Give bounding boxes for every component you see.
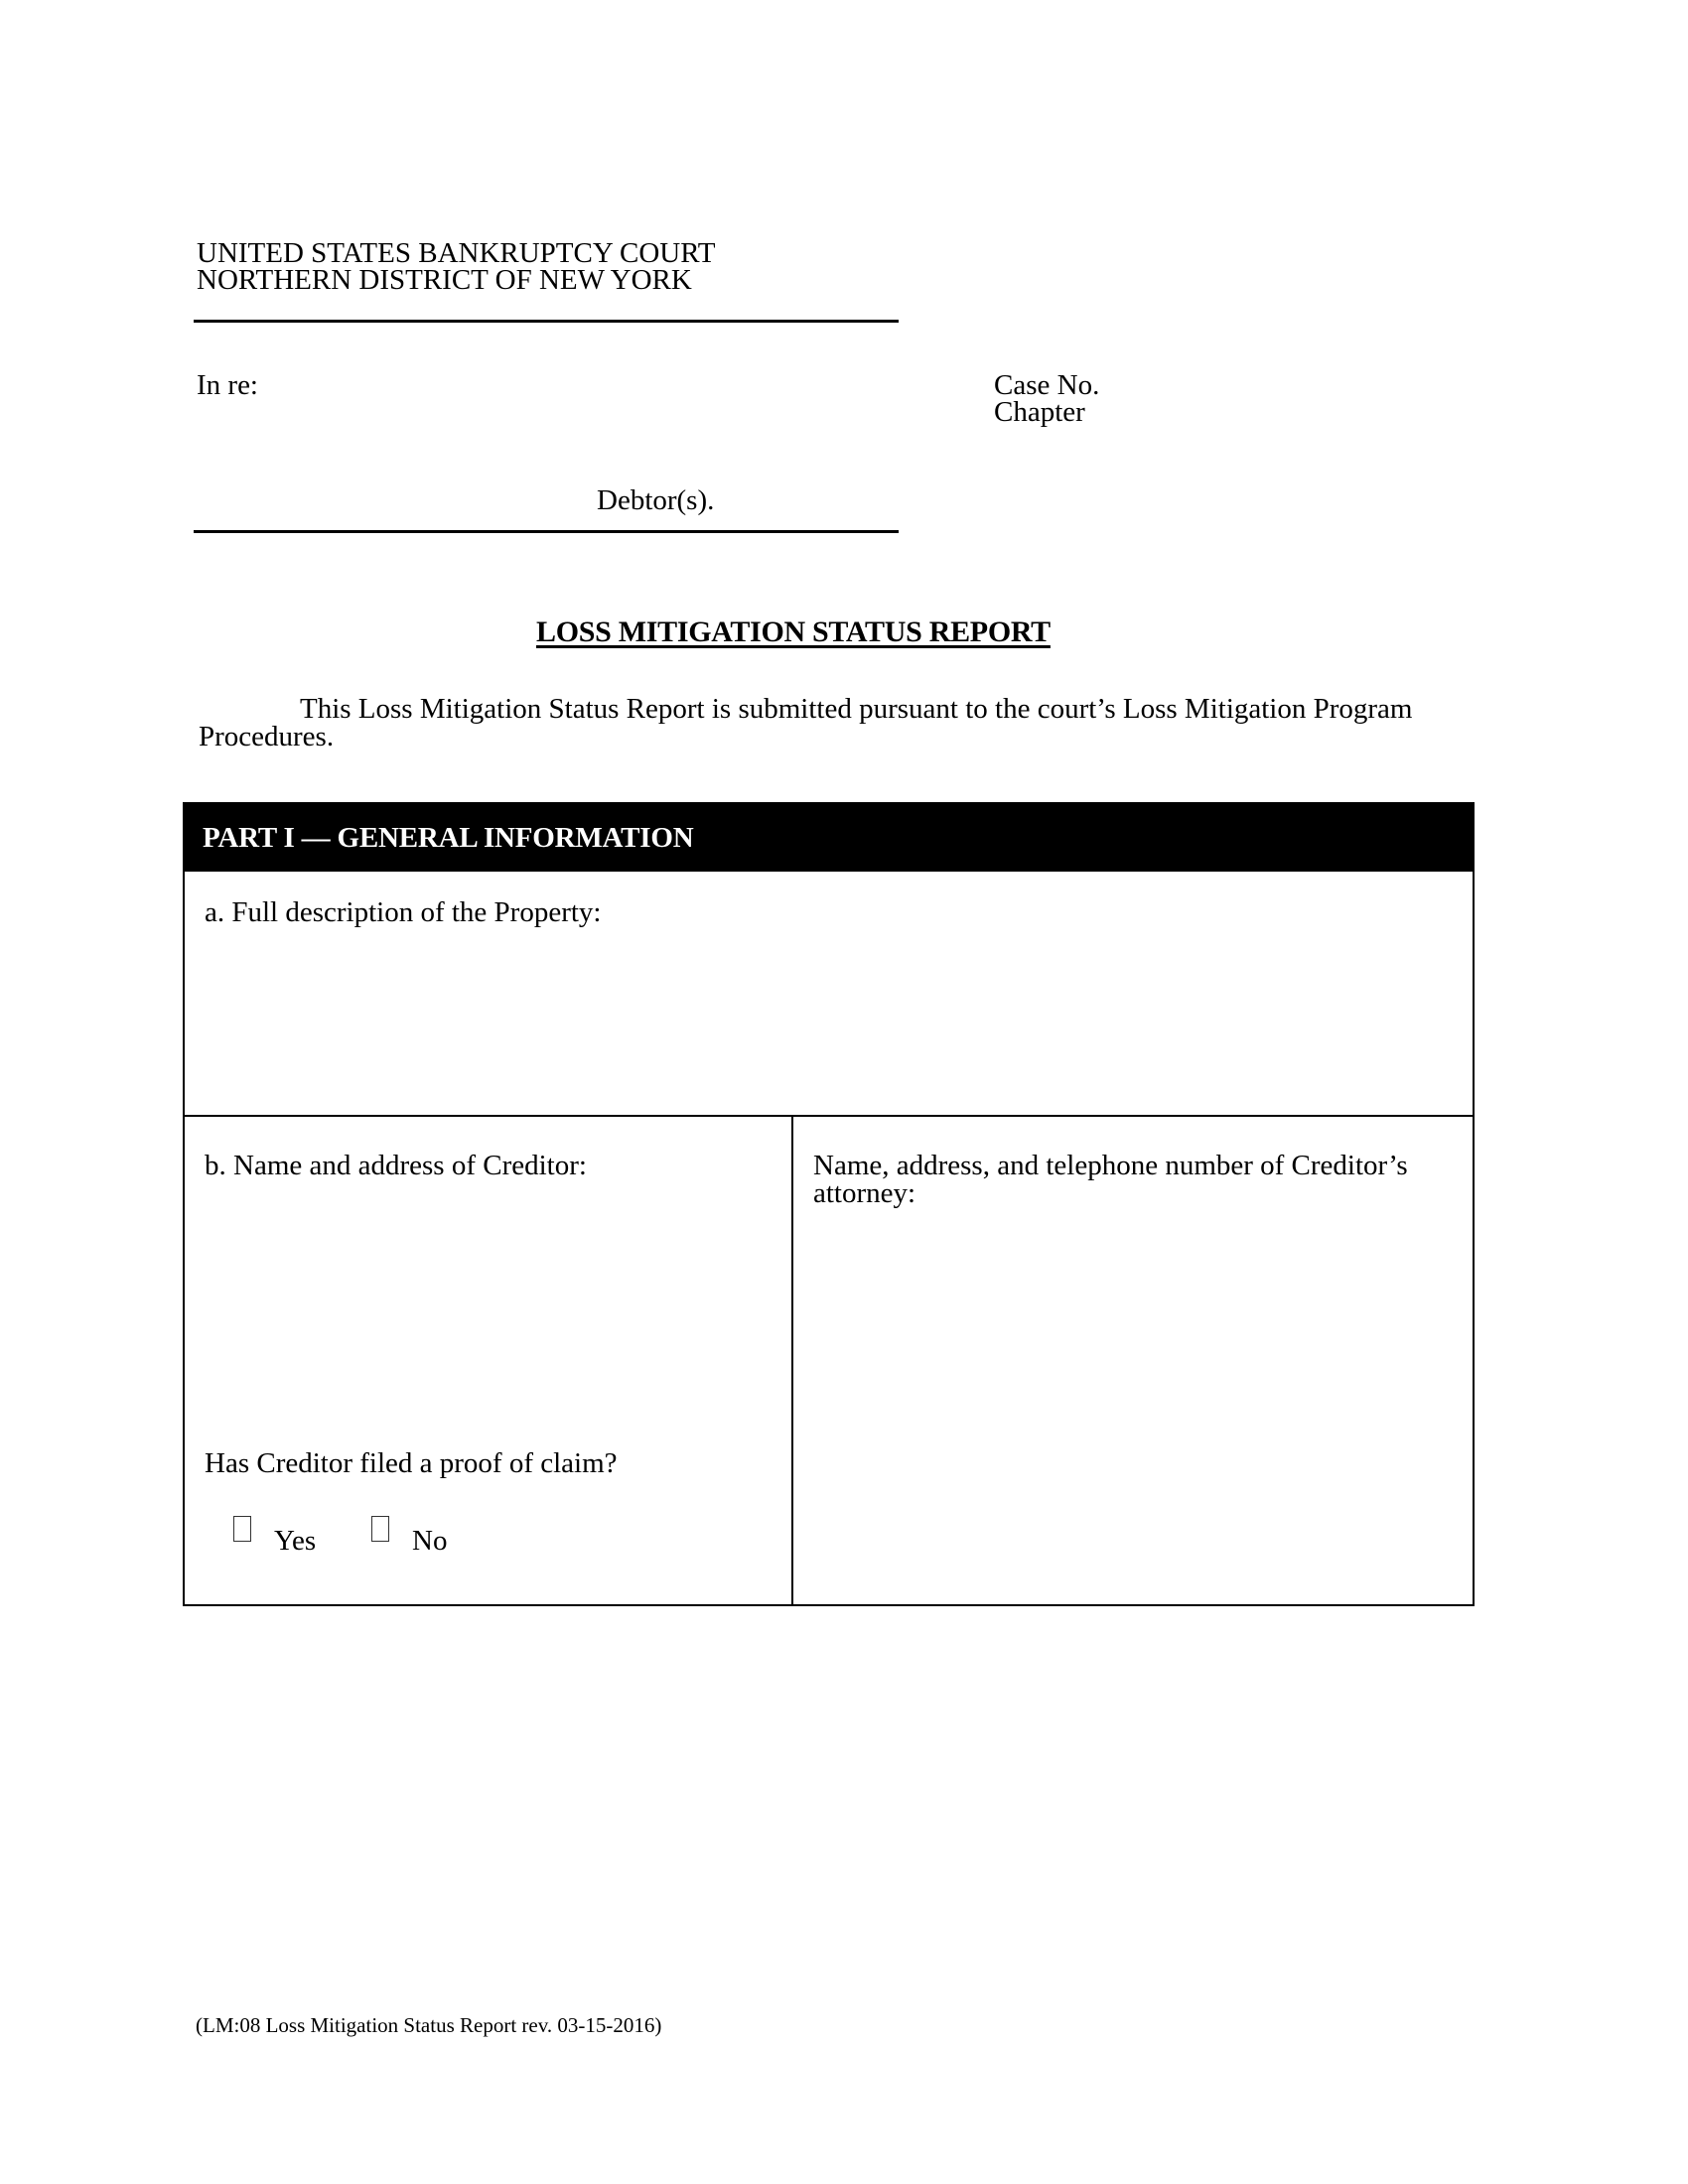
proof-of-claim-yes-label: Yes bbox=[274, 1525, 317, 1557]
attorney-label-line2: attorney: bbox=[813, 1177, 916, 1209]
proof-of-claim-question: Has Creditor filed a proof of claim? bbox=[205, 1447, 618, 1479]
proof-of-claim-yes-checkbox[interactable] bbox=[233, 1516, 251, 1542]
court-header bbox=[197, 237, 716, 296]
document-title: LOSS MITIGATION STATUS REPORT bbox=[536, 615, 1051, 648]
part1-heading: PART I — GENERAL INFORMATION bbox=[203, 822, 694, 854]
intro-text: This Loss Mitigation Status Report is submitted pursuant to the court’s Loss Mitigation Program Procedures. bbox=[199, 693, 1413, 752]
creditor-name-address-label: b. Name and address of Creditor: bbox=[205, 1150, 587, 1181]
court-district: NORTHERN DISTRICT OF NEW YORK bbox=[197, 264, 692, 296]
attorney-info-field[interactable] bbox=[793, 1216, 1473, 1604]
court-name: UNITED STATES BANKRUPTCY COURT bbox=[197, 237, 716, 269]
attorney-label-line1: Name, address, and telephone number of Creditor’s bbox=[813, 1150, 1408, 1181]
property-description-field[interactable] bbox=[185, 872, 1473, 1115]
property-description-label: a. Full description of the Property: bbox=[205, 896, 602, 928]
proof-of-claim-no-label: No bbox=[412, 1525, 448, 1557]
chapter-label: Chapter bbox=[994, 396, 1085, 428]
header-divider bbox=[194, 320, 899, 323]
caption-divider bbox=[194, 530, 899, 533]
case-no-label: Case No. bbox=[994, 369, 1100, 401]
part1-heading-bar bbox=[185, 804, 1473, 872]
intro-paragraph bbox=[199, 695, 1479, 751]
part1-general-information bbox=[183, 802, 1475, 1606]
creditor-name-address-field[interactable] bbox=[185, 1196, 791, 1425]
proof-of-claim-no-checkbox[interactable] bbox=[371, 1516, 389, 1542]
form-revision-footer: (LM:08 Loss Mitigation Status Report rev. 03-15-2016) bbox=[196, 2013, 662, 2037]
debtor-label: Debtor(s). bbox=[597, 484, 715, 516]
row-divider bbox=[185, 1115, 1473, 1117]
in-re-label: In re: bbox=[197, 369, 258, 401]
